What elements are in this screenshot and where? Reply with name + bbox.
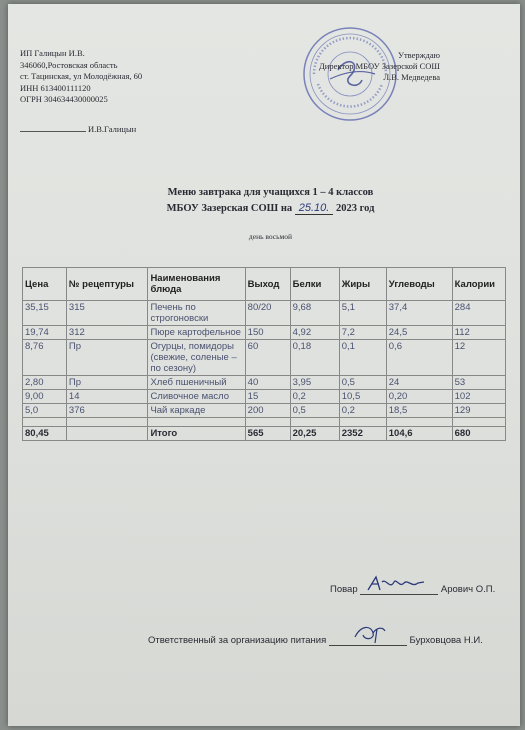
responsible-handwritten-signature bbox=[351, 623, 391, 645]
table-cell bbox=[339, 418, 386, 427]
table-cell bbox=[66, 418, 148, 427]
table-cell: 376 bbox=[66, 404, 148, 418]
table-cell: 14 bbox=[66, 390, 148, 404]
org-line: ИНН 613400111120 bbox=[20, 82, 91, 93]
header-cell: Жиры bbox=[339, 268, 386, 301]
org-line: ОГРН 304634430000025 bbox=[20, 94, 108, 104]
approval-line: Утверждаю bbox=[397, 50, 440, 60]
menu-title: Меню завтрака для учащихся 1 – 4 классов bbox=[167, 187, 374, 198]
table-cell: 19,74 bbox=[23, 326, 67, 340]
table-cell: 37,4 bbox=[386, 301, 452, 326]
table-cell: 112 bbox=[452, 326, 505, 340]
total-row bbox=[23, 427, 506, 441]
table-cell: 7,2 bbox=[339, 326, 386, 340]
responsible-name: Бурховцова Н.И. bbox=[409, 635, 483, 646]
table-cell: 5,1 bbox=[339, 301, 386, 326]
table-cell: 15 bbox=[245, 390, 290, 404]
table-cell: 312 bbox=[66, 326, 148, 340]
table-cell: 102 bbox=[452, 390, 505, 404]
approval-line: Л.В. Медведева bbox=[383, 72, 440, 82]
table-cell: Огурцы, помидоры (свежие, соленые – по сезону) bbox=[148, 340, 245, 376]
table-row bbox=[23, 326, 506, 340]
responsible-signature-line bbox=[148, 631, 483, 646]
table-cell bbox=[66, 427, 148, 441]
table-cell: 40 bbox=[245, 376, 290, 390]
separator-row bbox=[23, 418, 506, 427]
org-line: 346060,Ростовская область bbox=[20, 59, 118, 70]
approval-line: Директор МБОУ Зазерской СОШ bbox=[319, 61, 440, 71]
table-row bbox=[23, 404, 506, 418]
table-cell bbox=[245, 418, 290, 427]
table-cell: Пр bbox=[66, 376, 148, 390]
document-page bbox=[8, 4, 520, 726]
table-cell: 565 bbox=[245, 427, 290, 441]
table-cell: 104,6 bbox=[386, 427, 452, 441]
table-row bbox=[23, 301, 506, 326]
table-cell: 0,5 bbox=[290, 404, 339, 418]
org-signature-line bbox=[20, 124, 136, 134]
table-cell bbox=[290, 418, 339, 427]
header-cell: Калории bbox=[452, 268, 505, 301]
cook-signature-line bbox=[330, 580, 495, 595]
table-header-row bbox=[23, 268, 506, 301]
table-cell: Хлеб пшеничный bbox=[148, 376, 245, 390]
table-cell: 129 bbox=[452, 404, 505, 418]
cook-name: Арович О.П. bbox=[440, 584, 496, 595]
table-cell: 80/20 bbox=[245, 301, 290, 326]
cook-signature-blank bbox=[360, 580, 438, 595]
table-cell: 18,5 bbox=[386, 404, 452, 418]
table-cell: 200 bbox=[245, 404, 290, 418]
table-row bbox=[23, 390, 506, 404]
approval-block bbox=[300, 50, 440, 83]
table-cell bbox=[386, 418, 452, 427]
school-name: МБОУ Зазерская СОШ на bbox=[166, 203, 293, 214]
table-cell: 24,5 bbox=[386, 326, 452, 340]
header-cell: Углеводы bbox=[386, 268, 452, 301]
menu-table bbox=[22, 267, 506, 441]
table-cell: Пр bbox=[66, 340, 148, 376]
table-cell: 0,1 bbox=[339, 340, 386, 376]
table-cell: 8,76 bbox=[23, 340, 67, 376]
table-cell: 284 bbox=[452, 301, 505, 326]
table-body bbox=[23, 301, 506, 441]
year: 2023 год bbox=[335, 203, 375, 214]
table-cell: 24 bbox=[386, 376, 452, 390]
table-cell: 0,2 bbox=[339, 404, 386, 418]
header-cell: Выход bbox=[245, 268, 290, 301]
table-cell: 680 bbox=[452, 427, 505, 441]
table-cell: 10,5 bbox=[339, 390, 386, 404]
table-cell: 9,00 bbox=[23, 390, 67, 404]
table-cell: 5,0 bbox=[23, 404, 67, 418]
table-cell bbox=[148, 418, 245, 427]
cook-label: Повар bbox=[330, 584, 358, 595]
table-cell: Пюре картофельное bbox=[148, 326, 245, 340]
signature-blank bbox=[20, 131, 86, 132]
responsible-label: Ответственный за организацию питания bbox=[148, 635, 327, 646]
table-cell bbox=[452, 418, 505, 427]
table-cell: Печень по строгоновски bbox=[148, 301, 245, 326]
table-cell: 0,5 bbox=[339, 376, 386, 390]
table-row bbox=[23, 340, 506, 376]
table-cell: Итого bbox=[148, 427, 245, 441]
table-cell: 2352 bbox=[339, 427, 386, 441]
cook-handwritten-signature bbox=[366, 574, 428, 594]
responsible-signature-blank bbox=[329, 631, 407, 646]
day-label: день восьмой bbox=[248, 232, 293, 241]
org-line: ст. Тацинская, ул Молодёжная, 60 bbox=[20, 71, 143, 81]
header-cell: Белки bbox=[290, 268, 339, 301]
table-cell: 150 bbox=[245, 326, 290, 340]
table-cell: 9,68 bbox=[290, 301, 339, 326]
header-cell: № рецептуры bbox=[66, 268, 148, 301]
table-cell: 20,25 bbox=[290, 427, 339, 441]
table-cell: 4,92 bbox=[290, 326, 339, 340]
table-cell: 80,45 bbox=[23, 427, 67, 441]
org-line: ИП Галицын И.В. bbox=[20, 48, 85, 58]
table-cell: 315 bbox=[66, 301, 148, 326]
table-cell: 0,20 bbox=[386, 390, 452, 404]
table-cell bbox=[23, 418, 67, 427]
table-cell: 3,95 bbox=[290, 376, 339, 390]
table-cell: Чай каркаде bbox=[148, 404, 245, 418]
org-sign-name: И.В.Галицын bbox=[88, 124, 137, 134]
table-cell: 60 bbox=[245, 340, 290, 376]
table-row bbox=[23, 376, 506, 390]
table-cell: 12 bbox=[452, 340, 505, 376]
handwritten-date: 25.10. bbox=[295, 202, 334, 215]
header-cell: Цена bbox=[23, 268, 67, 301]
table-cell: 2,80 bbox=[23, 376, 67, 390]
table-cell: 0,2 bbox=[290, 390, 339, 404]
table-cell: 35,15 bbox=[23, 301, 67, 326]
table-cell: Сливочное масло bbox=[148, 390, 245, 404]
menu-subtitle bbox=[8, 202, 525, 215]
organization-details bbox=[20, 48, 142, 106]
table-cell: 0,6 bbox=[386, 340, 452, 376]
header-cell: Наименования блюда bbox=[148, 268, 245, 301]
table-cell: 0,18 bbox=[290, 340, 339, 376]
table-cell: 53 bbox=[452, 376, 505, 390]
